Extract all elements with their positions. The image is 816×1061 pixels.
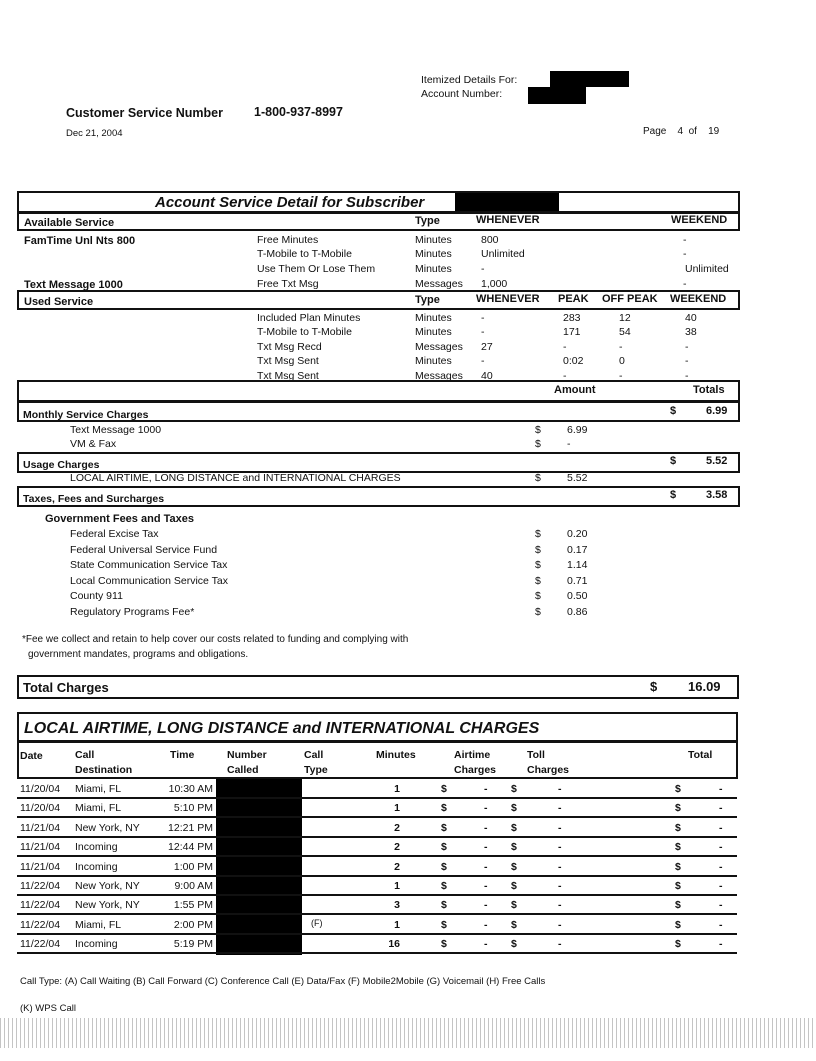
call-total: - [719,899,723,912]
call-airtime: - [484,899,488,912]
call-airtime: - [484,860,488,873]
currency: $ [535,472,541,484]
call-total: - [719,783,723,795]
call-date: 11/21/04 [20,841,61,854]
call-toll: - [558,880,562,892]
currency: $ [441,918,447,931]
used-peak: 283 [563,312,581,324]
tax-item-amount: 0.86 [567,605,588,618]
currency: $ [535,528,541,540]
call-type-legend-2: (K) WPS Call [20,1003,76,1014]
charge-item-label: LOCAL AIRTIME, LONG DISTANCE and INTERNATIONAL CHARGES [70,472,401,484]
currency: $ [511,802,517,815]
call-minutes: 1 [394,880,400,892]
call-minutes: 2 [394,841,400,854]
col-dest-2: Destination [75,764,133,776]
call-destination: New York, NY [75,899,140,912]
used-type: Minutes [415,312,452,324]
call-minutes: 1 [394,918,400,931]
tax-item-label: Regulatory Programs Fee* [70,605,195,618]
col-totals: Totals [693,384,725,396]
currency: $ [675,860,681,873]
used-type: Messages [415,341,463,353]
plan-item: T-Mobile to T-Mobile [257,248,352,260]
currency: $ [441,860,447,873]
call-destination: Miami, FL [75,783,122,795]
currency: $ [670,405,677,417]
currency: $ [511,783,517,795]
col-peak: PEAK [558,293,589,305]
call-destination: Miami, FL [75,918,122,931]
used-weekend: - [685,370,689,382]
currency: $ [535,559,541,571]
plan-item: Free Minutes [257,234,319,246]
call-date: 11/22/04 [20,918,61,931]
call-time: 2:00 PM [173,918,213,931]
currency: $ [675,918,681,931]
call-airtime: - [484,938,488,951]
tax-item-amount: 1.14 [567,559,588,571]
col-date: Date [20,750,43,762]
currency: $ [535,424,541,436]
used-peak: - [563,370,567,382]
used-item: Included Plan Minutes [257,312,361,324]
call-toll: - [558,821,562,834]
call-total: - [719,880,723,892]
redacted-subscriber [455,193,559,211]
call-date: 11/21/04 [20,821,61,834]
usage-charges-total: 5.52 [706,455,728,467]
plan-whenever: Unlimited [481,248,525,260]
used-peak: - [563,341,567,353]
call-airtime: - [484,802,488,815]
charge-item-amount: - [567,438,571,450]
footnote-line1: *Fee we collect and retain to help cover our costs related to funding and complying with [22,634,409,645]
call-time: 1:00 PM [173,860,213,873]
col-offpeak: OFF PEAK [602,293,658,305]
tax-item-amount: 0.71 [567,574,588,587]
call-total: - [719,860,723,873]
currency: $ [670,489,677,501]
gov-fees-label: Government Fees and Taxes [45,513,194,525]
call-toll: - [558,802,562,815]
currency: $ [670,455,677,467]
call-destination: Incoming [75,841,118,854]
plan-item: Use Them Or Lose Them [257,263,376,275]
currency: $ [535,590,541,602]
plan-whenever: 1,000 [481,278,508,290]
itemized-label: Itemized Details For: [421,74,518,86]
used-peak: 171 [563,326,581,338]
currency: $ [675,821,681,834]
call-destination: Incoming [75,860,118,873]
call-time: 12:44 PM [168,841,213,854]
currency: $ [441,880,447,892]
call-total: - [719,918,723,931]
used-weekend: 38 [685,326,697,338]
tax-item-label: Local Communication Service Tax [70,574,228,587]
plan-whenever: - [481,263,485,275]
call-airtime: - [484,880,488,892]
available-service-label: Available Service [24,217,115,229]
col-weekend: WEEKEND [670,293,727,305]
call-date: 11/21/04 [20,860,61,873]
call-toll: - [558,938,562,951]
used-offpeak: 12 [619,312,631,324]
monthly-charges-total: 6.99 [706,405,728,417]
currency: $ [441,938,447,951]
usage-charges-box [17,452,740,473]
charge-item-label: Text Message 1000 [70,424,162,436]
scan-noise [0,1018,816,1048]
call-time: 9:00 AM [174,880,213,892]
redacted-subscriber-name [550,71,629,87]
call-total: - [719,938,723,951]
used-service-label: Used Service [24,296,94,308]
call-date: 11/22/04 [20,880,61,892]
currency: $ [511,918,517,931]
col-weekend: WEEKEND [671,214,728,226]
total-charges-label: Total Charges [23,680,109,695]
account-detail-title: Account Service Detail for Subscriber [155,194,425,211]
plan-weekend: - [683,278,687,290]
used-type: Messages [415,370,463,382]
used-peak: 0:02 [563,355,584,367]
currency: $ [675,880,681,892]
call-time: 10:30 AM [168,783,213,795]
taxes-label: Taxes, Fees and Surcharges [23,493,165,505]
call-minutes: 2 [394,860,400,873]
call-date: 11/22/04 [20,938,61,951]
footnote-line2: government mandates, programs and obligations. [28,649,249,660]
used-weekend: - [685,341,689,353]
currency: $ [535,438,541,450]
col-number-1: Number [227,749,267,761]
used-whenever: - [481,312,485,324]
charge-item-amount: 5.52 [567,472,588,484]
call-toll: - [558,918,562,931]
col-type: Type [415,215,440,227]
currency: $ [511,841,517,854]
used-item: Txt Msg Recd [257,341,322,353]
call-airtime: - [484,918,488,931]
currency: $ [675,841,681,854]
call-total: - [719,802,723,815]
currency: $ [650,679,658,694]
redacted-account-number [528,87,586,104]
call-toll: - [558,860,562,873]
call-minutes: 1 [394,783,400,795]
currency: $ [441,841,447,854]
currency: $ [535,574,541,587]
total-charges-box [17,675,739,699]
used-item: T-Mobile to T-Mobile [257,326,352,338]
currency: $ [675,802,681,815]
call-total: - [719,841,723,854]
tax-item-label: Federal Excise Tax [70,528,159,540]
call-time: 5:19 PM [173,938,213,951]
col-whenever: WHENEVER [476,293,540,305]
col-total: Total [688,749,713,761]
currency: $ [511,938,517,951]
used-weekend: 40 [685,312,697,324]
plan-name: Text Message 1000 [24,279,123,291]
tax-item-label: State Communication Service Tax [70,559,228,571]
call-destination: Incoming [75,938,118,951]
plan-type: Minutes [415,234,452,246]
col-airtime-2: Charges [454,764,497,776]
used-offpeak: - [619,341,623,353]
account-label: Account Number: [421,88,503,100]
statement-date: Dec 21, 2004 [66,128,123,139]
used-offpeak: 0 [619,355,625,367]
call-minutes: 16 [388,938,400,951]
call-airtime: - [484,841,488,854]
plan-item: Free Txt Msg [257,278,319,290]
currency: $ [535,605,541,618]
charge-item-label: VM & Fax [70,438,117,450]
call-toll: - [558,783,562,795]
call-toll: - [558,841,562,854]
used-type: Minutes [415,355,452,367]
charges-header-box [17,380,740,402]
call-destination: Miami, FL [75,802,122,815]
used-item: Txt Msg Sent [257,355,319,367]
used-whenever: - [481,326,485,338]
col-time: Time [170,749,195,761]
col-amount: Amount [554,384,596,396]
usage-charges-label: Usage Charges [23,459,100,471]
plan-weekend: Unlimited [685,263,729,275]
col-whenever: WHENEVER [476,214,540,226]
currency: $ [511,880,517,892]
currency: $ [441,899,447,912]
call-time: 1:55 PM [173,899,213,912]
total-charges-amount: 16.09 [688,679,721,694]
currency: $ [441,821,447,834]
plan-whenever: 800 [481,234,499,246]
call-destination: New York, NY [75,880,140,892]
used-offpeak: 54 [619,326,631,338]
currency: $ [511,821,517,834]
row-divider [17,952,737,954]
plan-type: Minutes [415,248,452,260]
taxes-total: 3.58 [706,489,728,501]
plan-name: FamTime Unl Nts 800 [24,235,136,247]
col-toll-1: Toll [527,749,545,761]
call-date: 11/20/04 [20,802,61,815]
col-toll-2: Charges [527,764,570,776]
call-type-legend: Call Type: (A) Call Waiting (B) Call Forward (C) Conference Call (E) Data/Fax (F) Mobile2Mobile (G) Voicemail (H) Free Calls [20,976,546,987]
col-airtime-1: Airtime [454,749,491,761]
call-minutes: 3 [394,899,400,912]
currency: $ [675,783,681,795]
currency: $ [511,899,517,912]
call-airtime: - [484,821,488,834]
used-whenever: 40 [481,370,493,382]
tax-item-label: County 911 [70,590,123,602]
available-service-header [17,212,740,231]
tax-item-label: Federal Universal Service Fund [70,543,218,556]
currency: $ [511,860,517,873]
customer-service-number: 1-800-937-8997 [254,105,343,119]
plan-weekend: - [683,234,687,246]
currency: $ [535,543,541,556]
call-date: 11/22/04 [20,899,61,912]
currency: $ [675,938,681,951]
plan-type: Minutes [415,263,452,275]
currency: $ [675,899,681,912]
col-calltype-1: Call [304,749,324,761]
currency: $ [441,802,447,815]
call-airtime: - [484,783,488,795]
col-minutes: Minutes [376,749,416,761]
charge-item-amount: 6.99 [567,424,588,436]
used-item: Txt Msg Sent [257,370,319,382]
call-minutes: 1 [394,802,400,815]
call-total: - [719,821,723,834]
used-offpeak: - [619,370,623,382]
used-type: Minutes [415,326,452,338]
used-whenever: 27 [481,341,493,353]
col-type: Type [415,294,440,306]
call-toll: - [558,899,562,912]
call-date: 11/20/04 [20,783,61,795]
page-indicator: Page 4 of 19 [643,126,720,137]
call-time: 12:21 PM [168,821,213,834]
currency: $ [441,783,447,795]
plan-weekend: - [683,248,687,260]
used-whenever: - [481,355,485,367]
used-weekend: - [685,355,689,367]
tax-item-amount: 0.50 [567,590,588,602]
call-time: 5:10 PM [173,802,213,815]
col-dest-1: Call [75,749,95,761]
col-calltype-2: Type [304,764,328,776]
calls-title: LOCAL AIRTIME, LONG DISTANCE and INTERNATIONAL CHARGES [24,720,540,737]
plan-type: Messages [415,278,463,290]
call-destination: New York, NY [75,821,140,834]
customer-service-label: Customer Service Number [66,106,224,120]
tax-item-amount: 0.17 [567,543,588,556]
call-minutes: 2 [394,821,400,834]
tax-item-amount: 0.20 [567,528,588,540]
col-number-2: Called [227,764,259,776]
call-type: (F) [311,917,323,928]
monthly-charges-label: Monthly Service Charges [23,409,149,421]
